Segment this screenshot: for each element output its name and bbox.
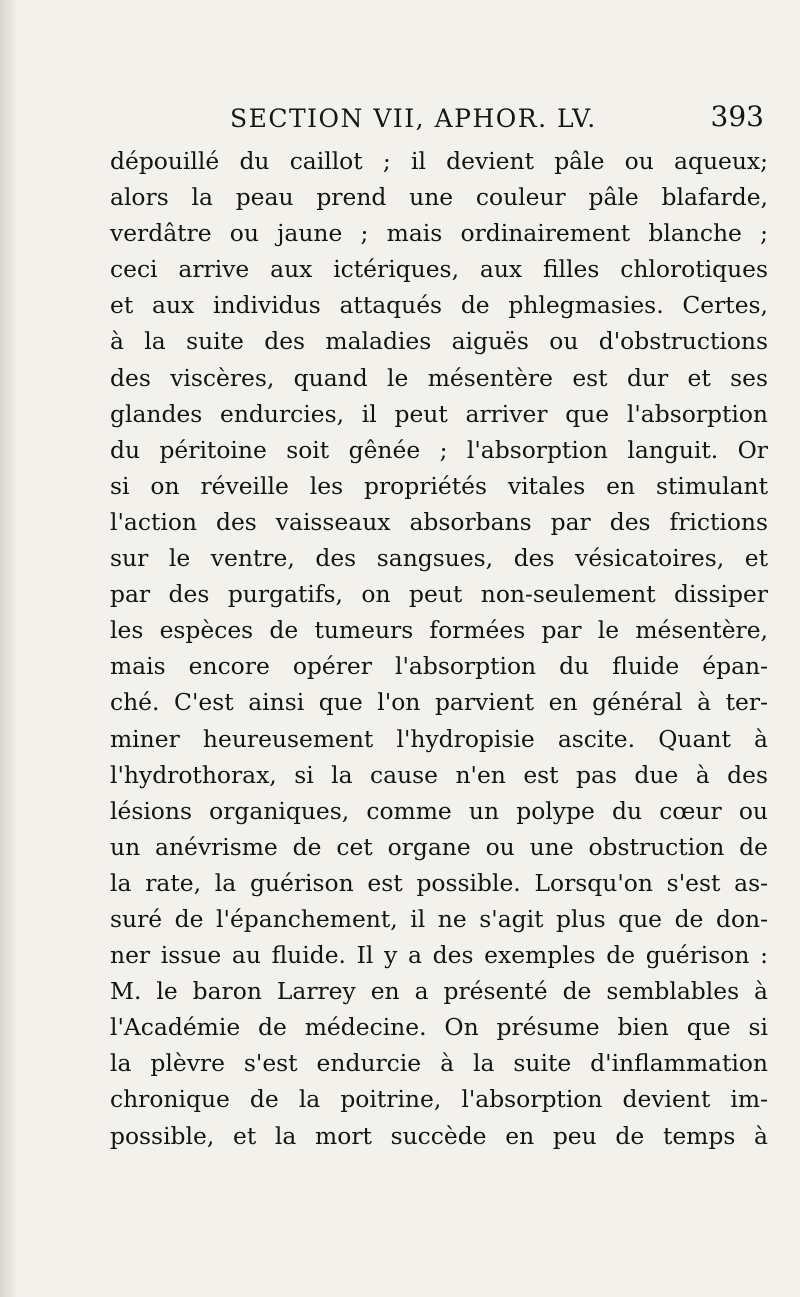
text-line: possible, et la mort succède en peu de temps à <box>110 1121 768 1150</box>
text-line: suré de l'épanchement, il ne s'agit plus que de don- <box>110 904 768 933</box>
page-number: 393 <box>710 100 764 133</box>
text-line: sur le ventre, des sangsues, des vésicatoires, et <box>110 544 768 573</box>
page-gutter-shadow <box>0 0 18 1297</box>
text-line: l'hydrothorax, si la cause n'en est pas due à des <box>110 760 768 789</box>
text-line: ceci arrive aux ictériques, aux filles chlorotiques <box>110 255 768 284</box>
body-text <box>110 143 768 1154</box>
text-line: par des purgatifs, on peut non-seulement dissiper <box>110 580 768 609</box>
text-line: verdâtre ou jaune ; mais ordinairement blanche ; <box>110 219 768 248</box>
text-line: à la suite des maladies aiguës ou d'obstructions <box>110 327 768 356</box>
text-line: M. le baron Larrey en a présenté de semblables à <box>110 977 768 1006</box>
text-line: dépouillé du caillot ; il devient pâle ou aqueux; <box>110 147 768 175</box>
text-line: ché. C'est ainsi que l'on parvient en général à ter- <box>110 688 768 717</box>
text-line: lésions organiques, comme un polype du cœur ou <box>110 796 768 825</box>
text-line: mais encore opérer l'absorption du fluide épan- <box>110 652 768 681</box>
text-line: la rate, la guérison est possible. Lorsqu'on s'est as- <box>110 868 768 897</box>
text-line: miner heureusement l'hydropisie ascite. Quant à <box>110 724 768 753</box>
text-line: chronique de la poitrine, l'absorption devient im- <box>110 1085 768 1114</box>
running-head: SECTION VII, APHOR. LV. <box>230 104 597 133</box>
text-line: les espèces de tumeurs formées par le mésentère, <box>110 616 768 645</box>
text-line: ner issue au fluide. Il y a des exemples de guérison : <box>110 941 768 970</box>
text-line: si on réveille les propriétés vitales en stimulant <box>110 471 768 500</box>
text-line: et aux individus attaqués de phlegmasies. Certes, <box>110 291 768 320</box>
text-line: alors la peau prend une couleur pâle blafarde, <box>110 183 768 212</box>
text-line: la plèvre s'est endurcie à la suite d'inflammation <box>110 1049 768 1078</box>
text-line: l'Académie de médecine. On présume bien que si <box>110 1013 768 1042</box>
text-line: du péritoine soit gênée ; l'absorption languit. Or <box>110 435 768 464</box>
text-line: un anévrisme de cet organe ou une obstruction de <box>110 832 768 861</box>
text-line: l'action des vaisseaux absorbans par des frictions <box>110 507 768 536</box>
page-header <box>110 98 770 142</box>
text-line: glandes endurcies, il peut arriver que l'absorption <box>110 399 768 428</box>
text-line: des viscères, quand le mésentère est dur et ses <box>110 363 768 392</box>
